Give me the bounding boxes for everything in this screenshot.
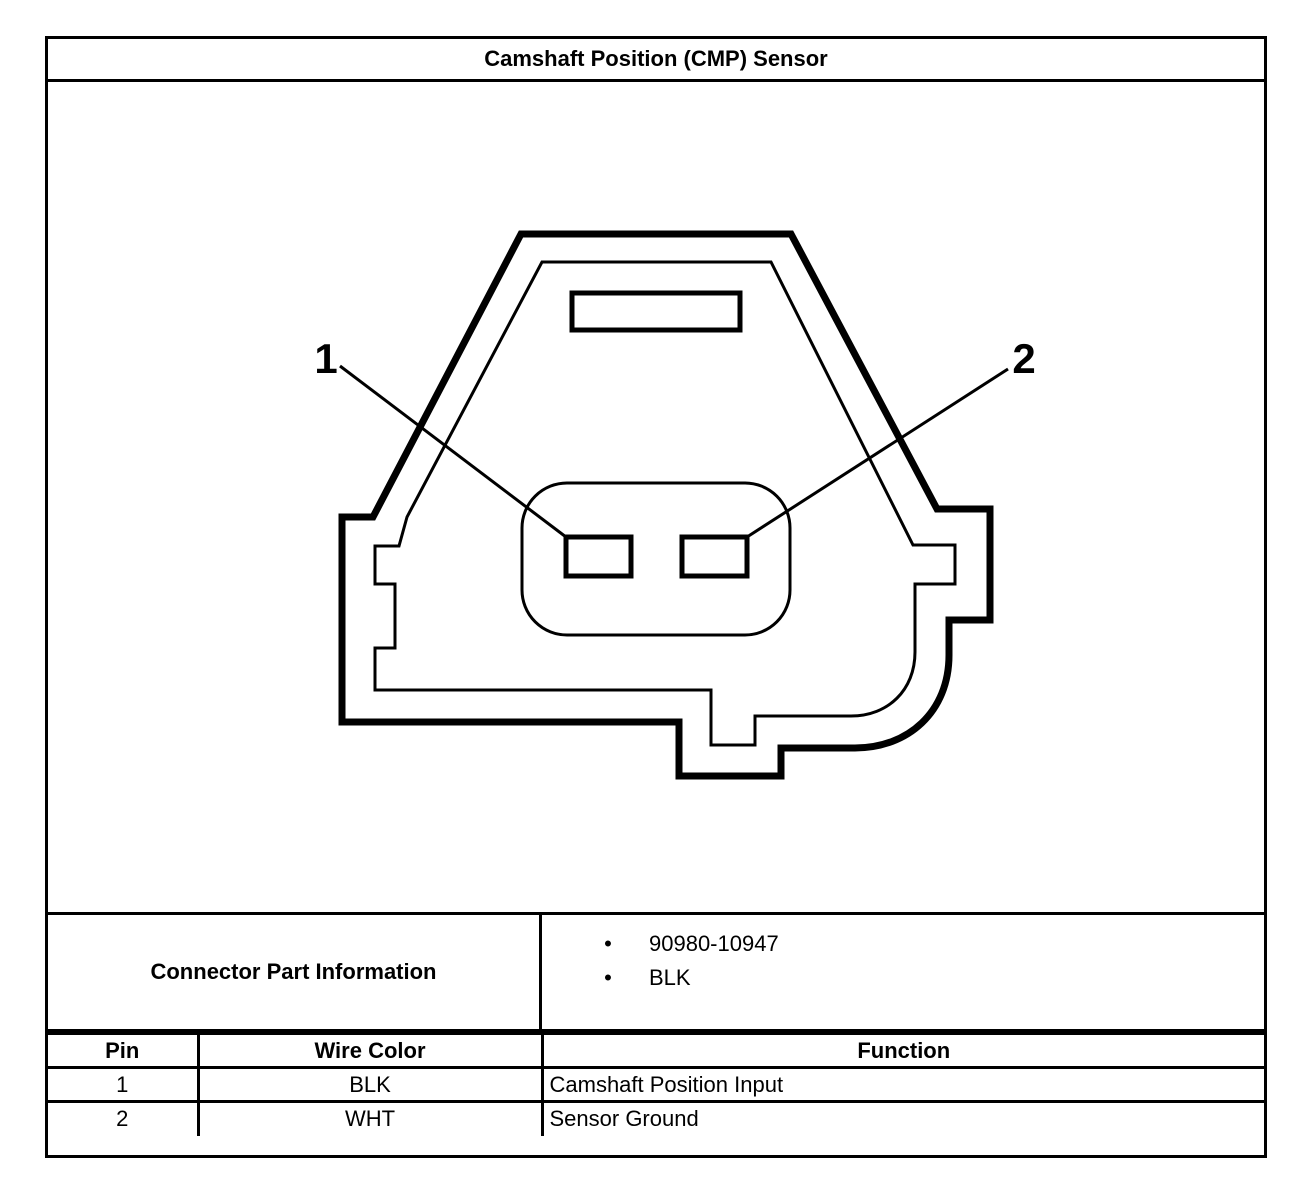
- connector-face-drawing: [48, 82, 1264, 912]
- connector-part-info-list: [542, 915, 1264, 1041]
- connector-part-info-item: [542, 927, 1264, 961]
- connector-sheet: [45, 36, 1267, 1158]
- bullet-icon: •: [604, 931, 612, 956]
- terminal-pin-1: [566, 537, 631, 576]
- connector-color: BLK: [649, 965, 691, 990]
- connector-part-number: 90980-10947: [649, 931, 779, 956]
- wire-color: WHT: [198, 1102, 542, 1136]
- table-row: [48, 1102, 1264, 1136]
- connector-lock-slot: [572, 293, 740, 330]
- connector-housing-inner: [375, 262, 955, 745]
- header-pin: Pin: [48, 1034, 198, 1068]
- header-wire-color: Wire Color: [198, 1034, 542, 1068]
- wire-color: BLK: [198, 1068, 542, 1102]
- terminal-cavity: [522, 483, 790, 635]
- connector-part-info-row: [48, 915, 1264, 1032]
- pin-number: 1: [48, 1068, 198, 1102]
- pin-function: Sensor Ground: [542, 1102, 1264, 1136]
- table-row: [48, 1068, 1264, 1102]
- terminal-pin-2: [682, 537, 747, 576]
- pin-2-callout: 2: [1012, 335, 1036, 382]
- sheet-title: Camshaft Position (CMP) Sensor: [48, 39, 1264, 82]
- pin-function: Camshaft Position Input: [542, 1068, 1264, 1102]
- connector-part-info-label: Connector Part Information: [48, 915, 542, 1029]
- pin-number: 2: [48, 1102, 198, 1136]
- pin-table: [48, 1032, 1264, 1136]
- connector-diagram: [48, 82, 1264, 915]
- pin-table-header-row: [48, 1034, 1264, 1068]
- pin-1-callout: 1: [314, 335, 338, 382]
- connector-part-info-item: [542, 961, 1264, 995]
- header-function: Function: [542, 1034, 1264, 1068]
- bullet-icon: •: [604, 965, 612, 990]
